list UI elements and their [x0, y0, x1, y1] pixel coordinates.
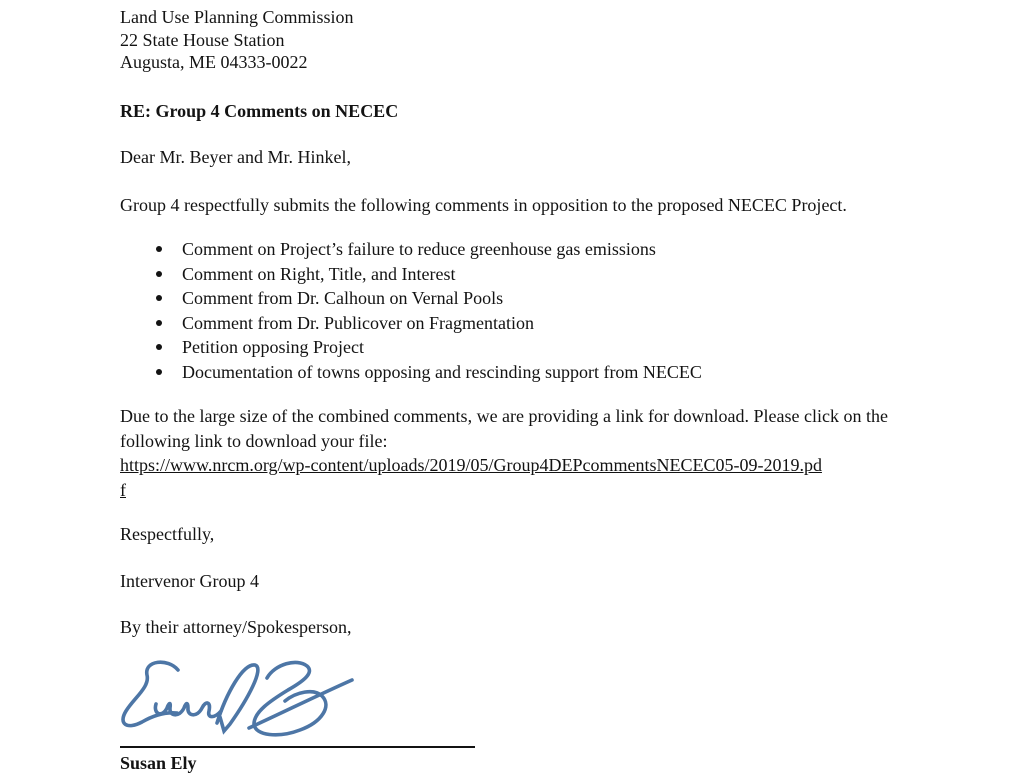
recipient-address-line: Augusta, ME 04333-0022: [120, 51, 912, 74]
comment-list: [120, 237, 912, 384]
signature-image: [114, 656, 912, 744]
recipient-address-line: 22 State House Station: [120, 29, 912, 52]
list-item: Documentation of towns opposing and rescinding support from NECEC: [182, 360, 912, 385]
list-item: Comment on Project’s failure to reduce greenhouse gas emissions: [182, 237, 912, 262]
signatory-name: Susan Ely: [120, 751, 912, 775]
salutation: Dear Mr. Beyer and Mr. Hinkel,: [120, 145, 912, 170]
closing-line: Respectfully,: [120, 522, 912, 547]
list-item: Comment from Dr. Calhoun on Vernal Pools: [182, 286, 912, 311]
download-paragraph: [120, 404, 912, 502]
list-item: Comment on Right, Title, and Interest: [182, 262, 912, 287]
download-link[interactable]: https://www.nrcm.org/wp-content/uploads/2019/05/Group4DEPcommentsNECEC05-09-2019.pdf: [120, 453, 826, 502]
handwritten-signature-icon: [114, 656, 364, 744]
subject-line: RE: Group 4 Comments on NECEC: [120, 99, 912, 124]
list-item: Comment from Dr. Publicover on Fragmentation: [182, 311, 912, 336]
signatory-group: Intervenor Group 4: [120, 569, 912, 594]
intro-paragraph: Group 4 respectfully submits the following comments in opposition to the proposed NECEC Project.: [120, 193, 912, 218]
download-paragraph-text: Due to the large size of the combined comments, we are providing a link for download. Please click on the following link to download your file:: [120, 406, 888, 451]
list-item: Petition opposing Project: [182, 335, 912, 360]
signature-line: [120, 746, 475, 748]
attorney-line: By their attorney/Spokesperson,: [120, 615, 912, 640]
recipient-address-line: Land Use Planning Commission: [120, 6, 912, 29]
recipient-address: [120, 6, 912, 74]
